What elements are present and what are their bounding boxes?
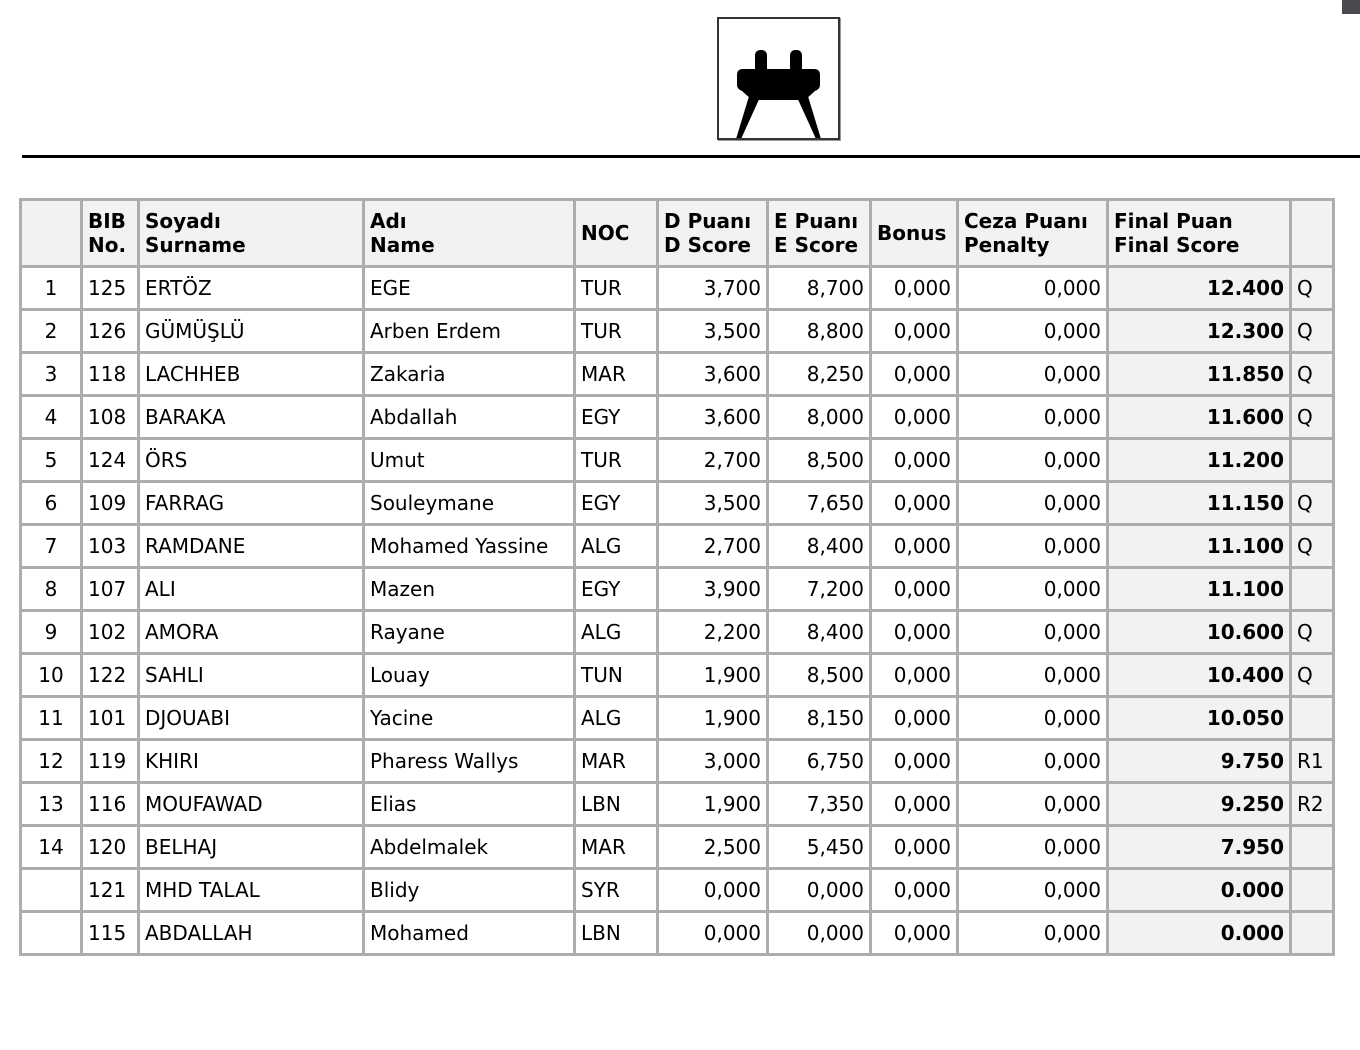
name-cell: Yacine (364, 697, 575, 740)
penalty-cell: 0,000 (958, 783, 1108, 826)
bib-cell: 101 (82, 697, 139, 740)
bonus-cell: 0,000 (871, 740, 958, 783)
final-score-cell: 11.600 (1108, 396, 1291, 439)
e-score-cell: 5,450 (768, 826, 871, 869)
table-row (21, 525, 1334, 568)
table-row (21, 482, 1334, 525)
surname-cell: ALI (139, 568, 364, 611)
header-bonus: Bonus (871, 200, 958, 267)
apparatus-logo (717, 17, 840, 140)
qualification-cell: Q (1291, 611, 1334, 654)
rank-cell: 8 (21, 568, 82, 611)
surname-cell: FARRAG (139, 482, 364, 525)
final-score-cell: 11.150 (1108, 482, 1291, 525)
table-row (21, 740, 1334, 783)
noc-cell: ALG (575, 697, 658, 740)
final-score-cell: 11.100 (1108, 525, 1291, 568)
name-cell: Abdelmalek (364, 826, 575, 869)
bib-cell: 103 (82, 525, 139, 568)
e-score-cell: 0,000 (768, 869, 871, 912)
surname-cell: ÖRS (139, 439, 364, 482)
bib-cell: 108 (82, 396, 139, 439)
header-noc: NOC (575, 200, 658, 267)
penalty-cell: 0,000 (958, 267, 1108, 310)
penalty-cell: 0,000 (958, 568, 1108, 611)
surname-cell: KHIRI (139, 740, 364, 783)
qualification-cell (1291, 912, 1334, 955)
header-final-score (1108, 200, 1291, 267)
bonus-cell: 0,000 (871, 826, 958, 869)
table-row (21, 353, 1334, 396)
header-surname (139, 200, 364, 267)
penalty-cell: 0,000 (958, 525, 1108, 568)
final-score-cell: 11.100 (1108, 568, 1291, 611)
header-name-line2: Name (370, 233, 435, 257)
qualification-cell (1291, 697, 1334, 740)
header-divider (22, 155, 1360, 158)
qualification-cell: R1 (1291, 740, 1334, 783)
qualification-cell (1291, 826, 1334, 869)
bonus-cell: 0,000 (871, 783, 958, 826)
d-score-cell: 2,700 (658, 439, 768, 482)
bib-cell: 120 (82, 826, 139, 869)
header-surname-line1: Soyadı (145, 209, 221, 233)
rank-cell: 3 (21, 353, 82, 396)
rank-cell: 1 (21, 267, 82, 310)
d-score-cell: 3,500 (658, 310, 768, 353)
surname-cell: RAMDANE (139, 525, 364, 568)
bib-cell: 122 (82, 654, 139, 697)
bib-cell: 107 (82, 568, 139, 611)
bib-cell: 109 (82, 482, 139, 525)
noc-cell: SYR (575, 869, 658, 912)
name-cell: Rayane (364, 611, 575, 654)
table-row (21, 439, 1334, 482)
name-cell: Elias (364, 783, 575, 826)
rank-cell: 4 (21, 396, 82, 439)
d-score-cell: 2,500 (658, 826, 768, 869)
noc-cell: EGY (575, 482, 658, 525)
bib-cell: 116 (82, 783, 139, 826)
rank-cell (21, 869, 82, 912)
e-score-cell: 7,200 (768, 568, 871, 611)
rank-cell: 11 (21, 697, 82, 740)
d-score-cell: 2,200 (658, 611, 768, 654)
final-score-cell: 9.250 (1108, 783, 1291, 826)
penalty-cell: 0,000 (958, 654, 1108, 697)
penalty-cell: 0,000 (958, 912, 1108, 955)
surname-cell: LACHHEB (139, 353, 364, 396)
rank-cell: 14 (21, 826, 82, 869)
surname-cell: ABDALLAH (139, 912, 364, 955)
bonus-cell: 0,000 (871, 353, 958, 396)
qualification-cell: Q (1291, 396, 1334, 439)
surname-cell: MHD TALAL (139, 869, 364, 912)
d-score-cell: 3,600 (658, 396, 768, 439)
d-score-cell: 1,900 (658, 783, 768, 826)
rank-cell: 5 (21, 439, 82, 482)
bib-cell: 124 (82, 439, 139, 482)
e-score-cell: 8,500 (768, 439, 871, 482)
e-score-cell: 8,000 (768, 396, 871, 439)
name-cell: EGE (364, 267, 575, 310)
d-score-cell: 3,000 (658, 740, 768, 783)
noc-cell: MAR (575, 826, 658, 869)
qualification-cell: Q (1291, 654, 1334, 697)
d-score-cell: 0,000 (658, 912, 768, 955)
bib-cell: 119 (82, 740, 139, 783)
table-row (21, 310, 1334, 353)
header-d-line1: D Puanı (664, 209, 752, 233)
rank-cell: 9 (21, 611, 82, 654)
noc-cell: TUR (575, 267, 658, 310)
e-score-cell: 0,000 (768, 912, 871, 955)
bonus-cell: 0,000 (871, 525, 958, 568)
bonus-cell: 0,000 (871, 439, 958, 482)
header-penalty-line1: Ceza Puanı (964, 209, 1088, 233)
name-cell: Mohamed Yassine (364, 525, 575, 568)
penalty-cell: 0,000 (958, 826, 1108, 869)
noc-cell: TUN (575, 654, 658, 697)
e-score-cell: 8,400 (768, 525, 871, 568)
window-corner-block (1342, 0, 1360, 14)
qualification-cell: R2 (1291, 783, 1334, 826)
header-bib-line1: BIB (88, 209, 126, 233)
d-score-cell: 1,900 (658, 654, 768, 697)
name-cell: Umut (364, 439, 575, 482)
surname-cell: SAHLI (139, 654, 364, 697)
e-score-cell: 8,400 (768, 611, 871, 654)
final-score-cell: 10.050 (1108, 697, 1291, 740)
table-row (21, 396, 1334, 439)
name-cell: Arben Erdem (364, 310, 575, 353)
bonus-cell: 0,000 (871, 697, 958, 740)
noc-cell: EGY (575, 396, 658, 439)
pommel-horse-icon (719, 19, 838, 138)
e-score-cell: 7,650 (768, 482, 871, 525)
d-score-cell: 3,700 (658, 267, 768, 310)
header-d-line2: D Score (664, 233, 751, 257)
bonus-cell: 0,000 (871, 267, 958, 310)
name-cell: Blidy (364, 869, 575, 912)
d-score-cell: 1,900 (658, 697, 768, 740)
e-score-cell: 8,500 (768, 654, 871, 697)
noc-cell: MAR (575, 740, 658, 783)
d-score-cell: 3,600 (658, 353, 768, 396)
qualification-cell: Q (1291, 525, 1334, 568)
noc-cell: ALG (575, 525, 658, 568)
name-cell: Mohamed (364, 912, 575, 955)
bib-cell: 126 (82, 310, 139, 353)
qualification-cell (1291, 869, 1334, 912)
header-penalty-line2: Penalty (964, 233, 1050, 257)
bonus-cell: 0,000 (871, 482, 958, 525)
bonus-cell: 0,000 (871, 912, 958, 955)
qualification-cell: Q (1291, 267, 1334, 310)
header-e-score (768, 200, 871, 267)
bib-cell: 121 (82, 869, 139, 912)
surname-cell: MOUFAWAD (139, 783, 364, 826)
bib-cell: 102 (82, 611, 139, 654)
penalty-cell: 0,000 (958, 740, 1108, 783)
table-row (21, 783, 1334, 826)
name-cell: Louay (364, 654, 575, 697)
bonus-cell: 0,000 (871, 654, 958, 697)
e-score-cell: 8,700 (768, 267, 871, 310)
header-qualification (1291, 200, 1334, 267)
table-row (21, 611, 1334, 654)
header-penalty (958, 200, 1108, 267)
penalty-cell: 0,000 (958, 439, 1108, 482)
penalty-cell: 0,000 (958, 396, 1108, 439)
e-score-cell: 8,150 (768, 697, 871, 740)
final-score-cell: 10.600 (1108, 611, 1291, 654)
header-final-line1: Final Puan (1114, 209, 1233, 233)
name-cell: Souleymane (364, 482, 575, 525)
rank-cell: 6 (21, 482, 82, 525)
bonus-cell: 0,000 (871, 568, 958, 611)
surname-cell: BARAKA (139, 396, 364, 439)
header-bib-line2: No. (88, 233, 127, 257)
noc-cell: LBN (575, 783, 658, 826)
header-e-line2: E Score (774, 233, 859, 257)
e-score-cell: 7,350 (768, 783, 871, 826)
name-cell: Zakaria (364, 353, 575, 396)
header-final-line2: Final Score (1114, 233, 1240, 257)
name-cell: Abdallah (364, 396, 575, 439)
rank-cell: 10 (21, 654, 82, 697)
header-surname-line2: Surname (145, 233, 246, 257)
surname-cell: GÜMÜŞLÜ (139, 310, 364, 353)
penalty-cell: 0,000 (958, 697, 1108, 740)
table-row (21, 697, 1334, 740)
final-score-cell: 7.950 (1108, 826, 1291, 869)
header-name-line1: Adı (370, 209, 407, 233)
bonus-cell: 0,000 (871, 869, 958, 912)
qualification-cell (1291, 568, 1334, 611)
header-d-score (658, 200, 768, 267)
surname-cell: BELHAJ (139, 826, 364, 869)
name-cell: Pharess Wallys (364, 740, 575, 783)
bonus-cell: 0,000 (871, 396, 958, 439)
final-score-cell: 12.300 (1108, 310, 1291, 353)
noc-cell: TUR (575, 310, 658, 353)
penalty-cell: 0,000 (958, 482, 1108, 525)
table-row (21, 568, 1334, 611)
final-score-cell: 0.000 (1108, 912, 1291, 955)
e-score-cell: 8,250 (768, 353, 871, 396)
rank-cell: 7 (21, 525, 82, 568)
surname-cell: AMORA (139, 611, 364, 654)
penalty-cell: 0,000 (958, 611, 1108, 654)
table-header-row (21, 200, 1334, 267)
qualification-cell: Q (1291, 482, 1334, 525)
final-score-cell: 11.850 (1108, 353, 1291, 396)
surname-cell: DJOUABI (139, 697, 364, 740)
final-score-cell: 0.000 (1108, 869, 1291, 912)
header-e-line1: E Puanı (774, 209, 859, 233)
bonus-cell: 0,000 (871, 611, 958, 654)
e-score-cell: 6,750 (768, 740, 871, 783)
final-score-cell: 10.400 (1108, 654, 1291, 697)
noc-cell: TUR (575, 439, 658, 482)
table-row (21, 654, 1334, 697)
bib-cell: 115 (82, 912, 139, 955)
table-row (21, 912, 1334, 955)
header-bib (82, 200, 139, 267)
results-body (21, 267, 1334, 955)
penalty-cell: 0,000 (958, 353, 1108, 396)
table-row (21, 826, 1334, 869)
header-rank (21, 200, 82, 267)
bib-cell: 125 (82, 267, 139, 310)
d-score-cell: 2,700 (658, 525, 768, 568)
bib-cell: 118 (82, 353, 139, 396)
rank-cell: 2 (21, 310, 82, 353)
final-score-cell: 12.400 (1108, 267, 1291, 310)
d-score-cell: 3,900 (658, 568, 768, 611)
rank-cell: 12 (21, 740, 82, 783)
rank-cell: 13 (21, 783, 82, 826)
penalty-cell: 0,000 (958, 869, 1108, 912)
qualification-cell: Q (1291, 353, 1334, 396)
rank-cell (21, 912, 82, 955)
d-score-cell: 0,000 (658, 869, 768, 912)
qualification-cell (1291, 439, 1334, 482)
e-score-cell: 8,800 (768, 310, 871, 353)
noc-cell: ALG (575, 611, 658, 654)
noc-cell: LBN (575, 912, 658, 955)
table-row (21, 869, 1334, 912)
results-table (19, 198, 1335, 956)
name-cell: Mazen (364, 568, 575, 611)
noc-cell: MAR (575, 353, 658, 396)
final-score-cell: 11.200 (1108, 439, 1291, 482)
noc-cell: EGY (575, 568, 658, 611)
header-name (364, 200, 575, 267)
qualification-cell: Q (1291, 310, 1334, 353)
bonus-cell: 0,000 (871, 310, 958, 353)
surname-cell: ERTÖZ (139, 267, 364, 310)
final-score-cell: 9.750 (1108, 740, 1291, 783)
penalty-cell: 0,000 (958, 310, 1108, 353)
table-row (21, 267, 1334, 310)
d-score-cell: 3,500 (658, 482, 768, 525)
